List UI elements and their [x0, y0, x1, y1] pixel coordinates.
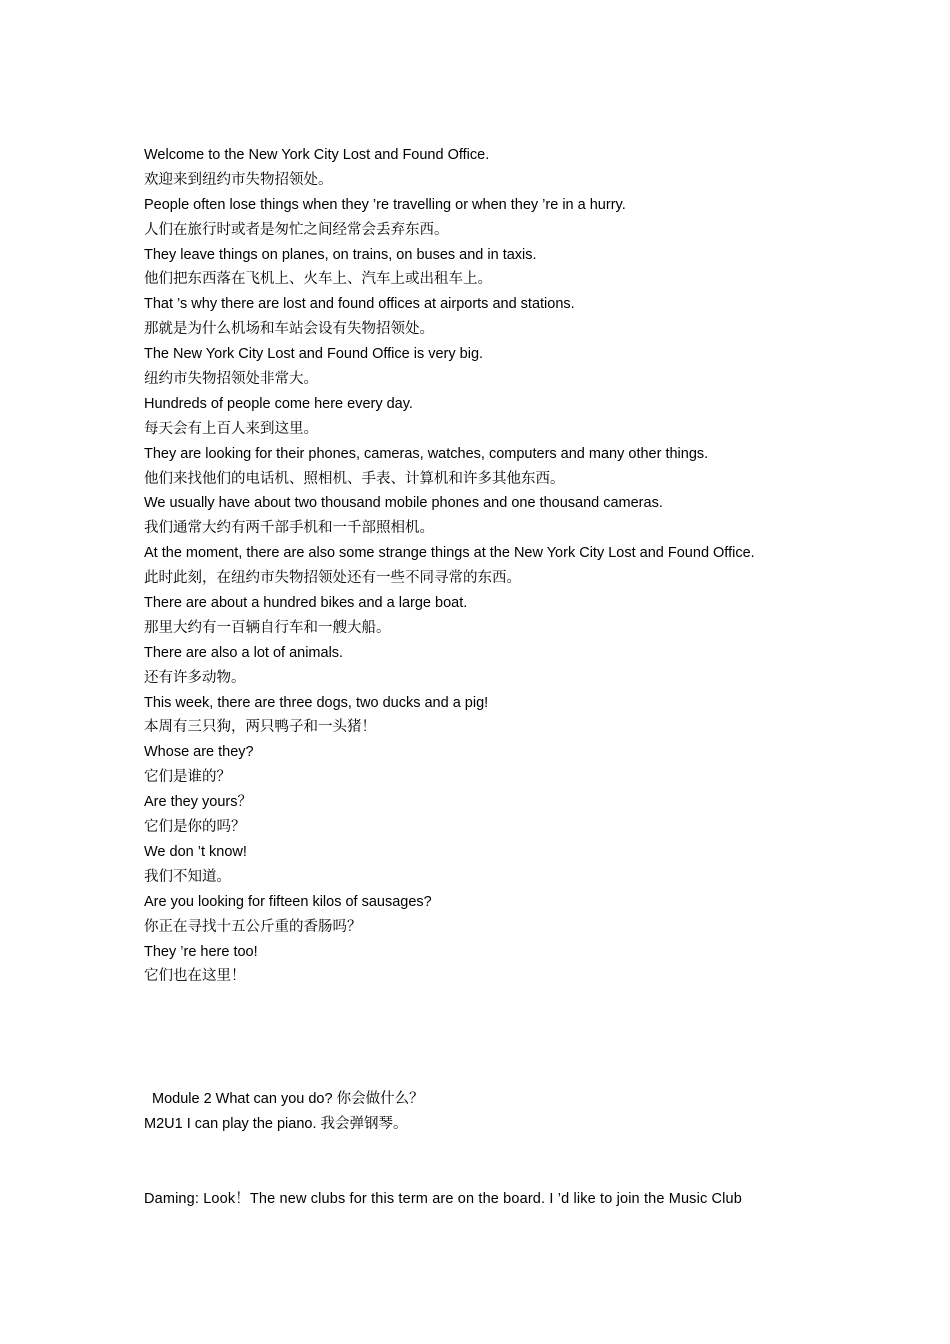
unit-title-zh: 我会弹钢琴。	[320, 1116, 408, 1132]
passage-line-zh: 还有许多动物。	[144, 669, 246, 686]
passage-line-zh: 那就是为什么机场和车站会设有失物招领处。	[144, 321, 434, 338]
passage-line-zh: 纽约市失物招领处非常大。	[144, 371, 318, 388]
passage-line-en: Are you looking for fifteen kilos of sausages?	[144, 893, 432, 910]
passage-line-en: There are also a lot of animals.	[144, 644, 344, 661]
passage-line-zh: 他们来找他们的电话机、照相机、手表、计算机和许多其他东西。	[144, 470, 565, 487]
passage-line-en: Hundreds of people come here every day.	[144, 395, 413, 412]
passage-line-zh: 他们把东西落在飞机上、火车上、汽车上或出租车上。	[144, 271, 492, 288]
passage-line-en: This week, there are three dogs, two ducks and a pig!	[144, 694, 489, 711]
passage-line-en: Are they yours？	[144, 794, 252, 811]
passage-line-zh: 我们通常大约有两千部手机和一千部照相机。	[144, 520, 434, 537]
passage-line-zh: 它们是谁的？	[144, 769, 231, 786]
unit-title-en: M2U1 I can play the piano.	[144, 1116, 317, 1132]
dialogue-line: Daming: Look！The new clubs for this term are on the board. I ’d like to join the Music Club	[144, 1191, 742, 1207]
module-title-zh: 你会做什么？	[336, 1091, 424, 1107]
passage-line-en: The New York City Lost and Found Office is very big.	[144, 346, 484, 363]
passage-line-zh: 人们在旅行时或者是匆忙之间经常会丢弃东西。	[144, 221, 449, 238]
unit-title	[144, 1112, 408, 1137]
passage-line-zh: 它们是你的吗？	[144, 819, 246, 836]
passage-line-en: They are looking for their phones, cameras, watches, computers and many other things.	[144, 445, 709, 462]
passage-line-zh: 你正在寻找十五公斤重的香肠吗？	[144, 918, 362, 935]
passage-line-en: We usually have about two thousand mobile phones and one thousand cameras.	[144, 495, 663, 512]
passage-line-zh: 本周有三只狗，两只鸭子和一头猪！	[144, 719, 376, 736]
passage-line-zh: 每天会有上百人来到这里。	[144, 420, 318, 437]
module-title	[144, 1087, 424, 1112]
passage	[144, 143, 844, 989]
passage-line-en: At the moment, there are also some strange things at the New York City Lost and Found Office.	[144, 545, 755, 562]
passage-line-en: There are about a hundred bikes and a large boat.	[144, 595, 468, 612]
passage-line-en: People often lose things when they ’re travelling or when they ’re in a hurry.	[144, 196, 626, 213]
passage-line-zh: 我们不知道。	[144, 868, 231, 885]
passage-line-zh: 它们也在这里！	[144, 968, 246, 985]
passage-line-zh: 此时此刻，在纽约市失物招领处还有一些不同寻常的东西。	[144, 570, 521, 587]
passage-line-en: Whose are they?	[144, 744, 254, 761]
passage-line-en: We don ’t know!	[144, 843, 247, 860]
passage-line-en: They ’re here too!	[144, 943, 258, 960]
passage-line-zh: 那里大约有一百辆自行车和一艘大船。	[144, 619, 391, 636]
passage-line-en: That ’s why there are lost and found offices at airports and stations.	[144, 296, 575, 313]
passage-line-zh: 欢迎来到纽约市失物招领处。	[144, 171, 333, 188]
passage-line-en: Welcome to the New York City Lost and Found Office.	[144, 147, 490, 163]
passage-line-en: They leave things on planes, on trains, on buses and in taxis.	[144, 246, 537, 263]
module-title-en: Module 2 What can you do?	[152, 1091, 333, 1107]
